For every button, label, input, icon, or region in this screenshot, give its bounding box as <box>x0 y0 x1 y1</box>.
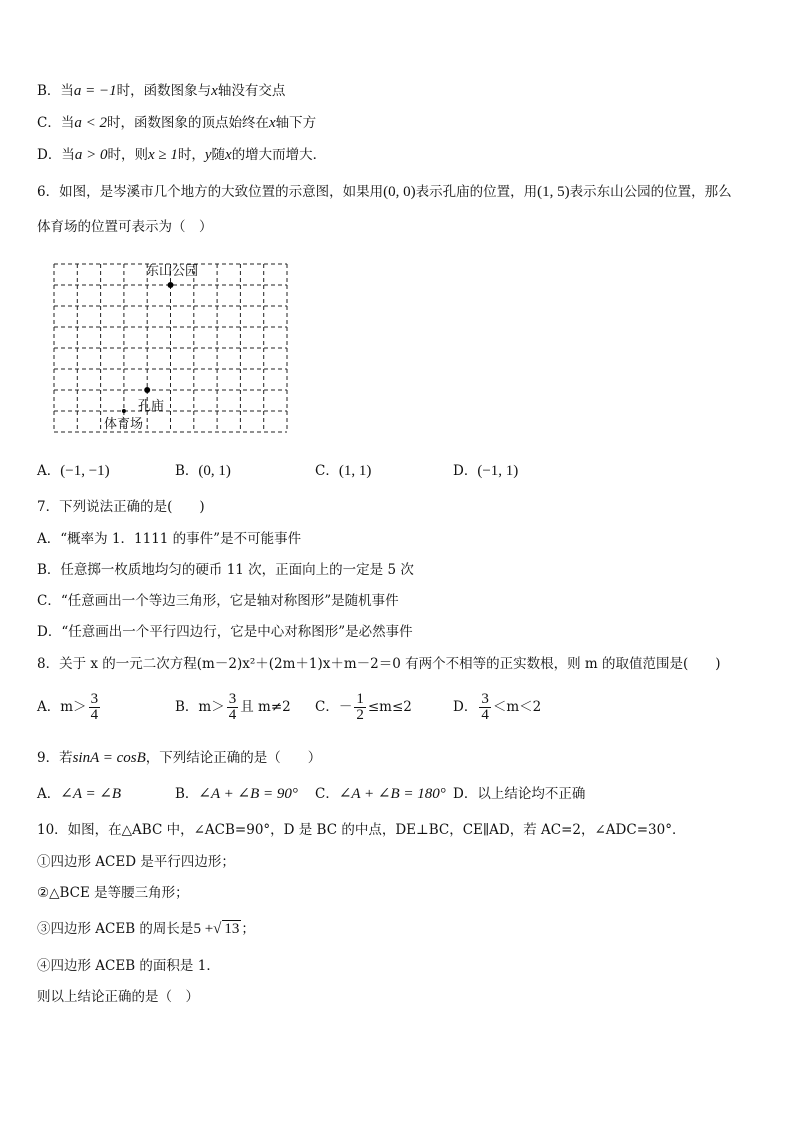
q5-option-b: B．当a = −1时，函数图象与x轴没有交点 <box>37 83 286 99</box>
q9-option-a: A．∠A = ∠B <box>37 786 122 802</box>
q10-statement-3: ③四边形 ACEB 的周长是5 +√ 13 ； <box>37 921 255 937</box>
q5-option-d: D．当a > 0时，则x ≥ 1时，y随x的增大而增大． <box>37 147 327 163</box>
q6-option-d: D．(−1, 1) <box>453 463 519 479</box>
q10-statement-1: ①四边形 ACED 是平行四边形； <box>37 854 235 870</box>
q8-option-b: B．m＞ $\frac{3}{4}$ 且 m≠2 <box>175 691 291 723</box>
q10-question: 则以上结论正确的是（ ） <box>37 989 199 1005</box>
q8-option-a: A．m＞ $\frac{3}{4}$ <box>37 691 99 723</box>
q8-option-d: D． $\frac{3}{4}$ ＜m＜2 <box>453 691 542 723</box>
q6-option-c: C．(1, 1) <box>315 463 372 479</box>
q9-option-b: B．∠A + ∠B = 90° <box>175 786 298 802</box>
q10-statement-4: ④四边形 ACEB 的面积是 1． <box>37 958 220 974</box>
q6-location-map <box>52 258 292 438</box>
q7-option-c: C．“任意画出一个等边三角形，它是轴对称图形”是随机事件 <box>37 593 399 609</box>
q8-option-c: C．－ $\frac{1}{2}$ ≤m≤2 <box>315 691 412 723</box>
map-point-park <box>168 282 174 288</box>
map-grid-svg <box>52 258 292 438</box>
map-label-temple: 孔庙 <box>138 399 165 414</box>
map-label-stadium: 体育场 <box>104 417 144 432</box>
q7-stem: 7．下列说法正确的是( ) <box>37 499 205 515</box>
q6-stem-line1: 6．如图，是岑溪市几个地方的大致位置的示意图，如果用(0, 0)表示孔庙的位置，用(1, 5)表示东山公园的位置，那么 <box>37 184 732 200</box>
q7-option-d: D．“任意画出一个平行四边行，它是中心对称图形”是必然事件 <box>37 624 413 640</box>
q6-option-b: B．(0, 1) <box>175 463 231 479</box>
q6-option-a: A．(−1, −1) <box>37 463 110 479</box>
q7-option-b: B．任意掷一枚质地均匀的硬币 11 次，正面向上的一定是 5 次 <box>37 562 414 578</box>
map-point-temple <box>144 387 150 393</box>
q9-stem: 9．若sinA = cosB，下列结论正确的是（ ） <box>37 750 322 766</box>
q10-stem: 10．如图，在△ABC 中，∠ACB=90°，D 是 BC 的中点，DE⊥BC，CE∥AD，若 AC=2，∠ADC=30°． <box>37 822 686 838</box>
q9-option-d: D．以上结论均不正确 <box>453 786 586 802</box>
q6-stem-line2: 体育场的位置可表示为（ ） <box>37 219 213 235</box>
q9-option-c: C．∠A + ∠B = 180° <box>315 786 446 802</box>
q10-statement-2: ②△BCE 是等腰三角形； <box>37 885 189 901</box>
q5-option-c: C．当a < 2时，函数图象的顶点始终在x轴下方 <box>37 115 317 131</box>
q7-option-a: A．“概率为 1．1111 的事件”是不可能事件 <box>37 531 302 547</box>
map-label-park: 东山公园 <box>146 264 199 279</box>
q8-stem: 8．关于 x 的一元二次方程(m－2)x²＋(2m＋1)x＋m－2＝0 有两个不相等的正实数根，则 m 的取值范围是( ) <box>37 656 721 672</box>
